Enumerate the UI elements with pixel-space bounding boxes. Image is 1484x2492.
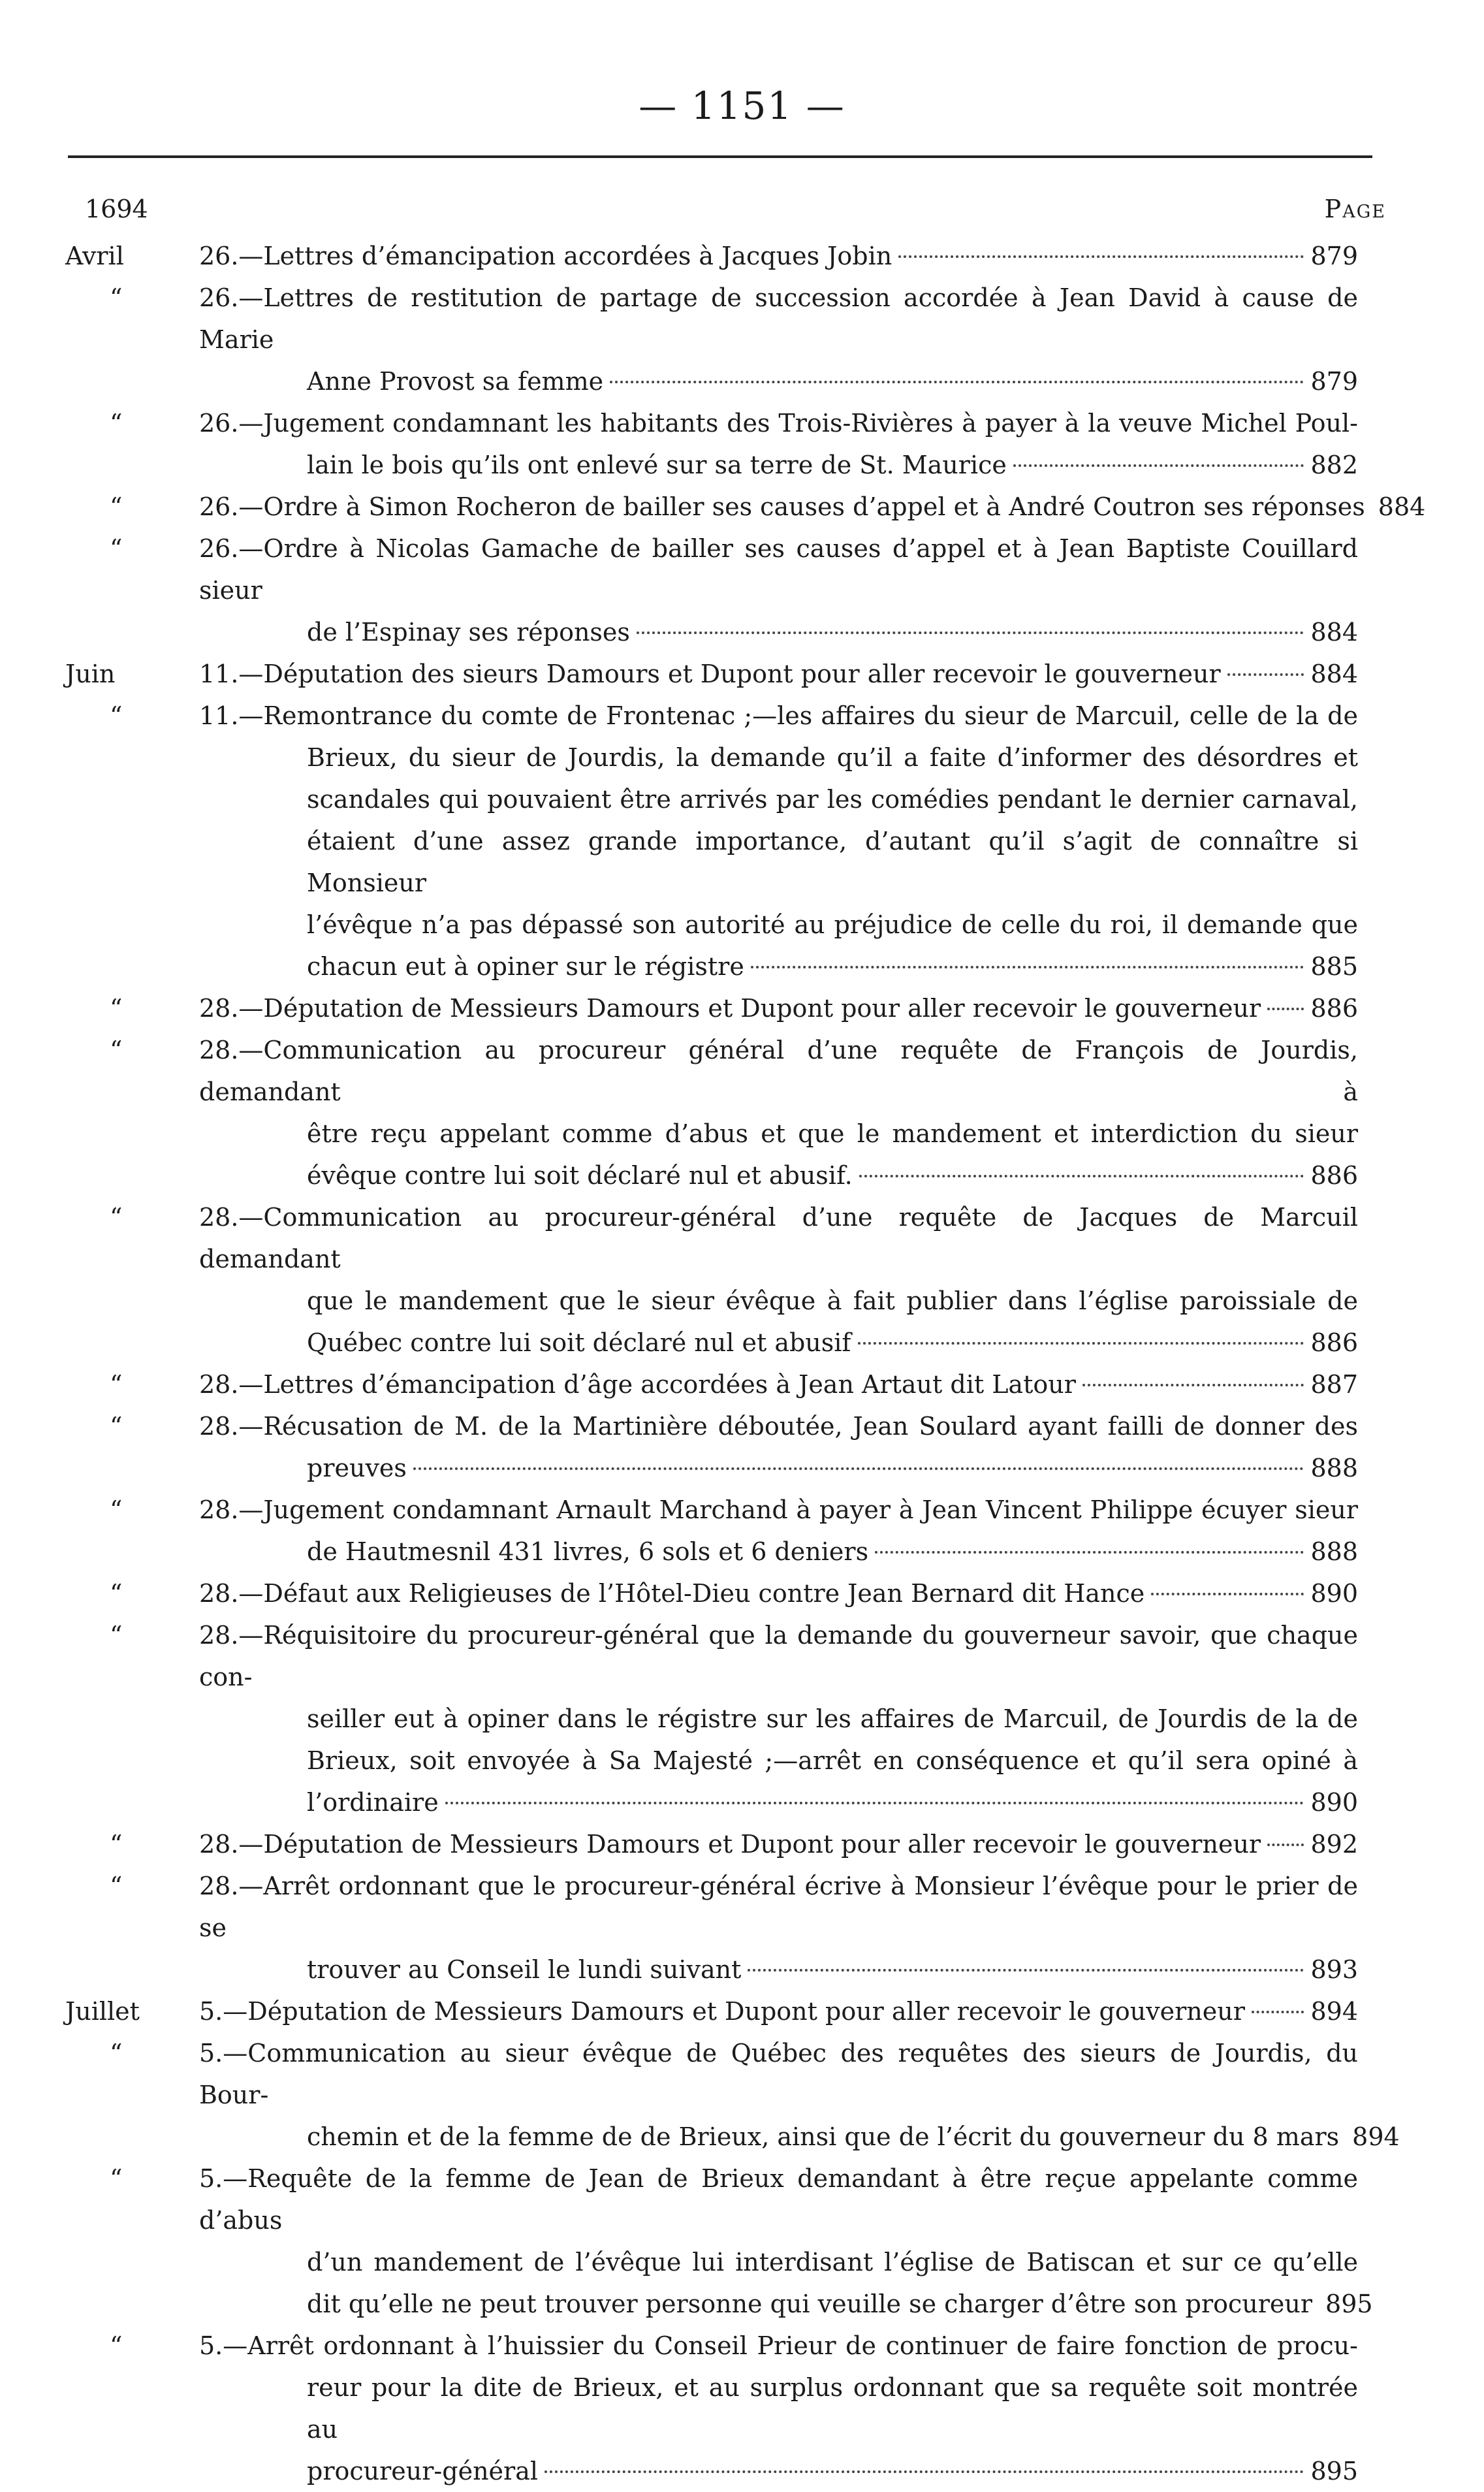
dot-leader (859, 1175, 1304, 1177)
ditto-mark: “ (110, 1579, 123, 1608)
ditto-mark: “ (110, 2164, 123, 2193)
entry-text: 28.—Députation de Messieurs Damours et Dupont pour aller recevoir le gouverneur (199, 1830, 1261, 1859)
entry-text: 28.—Députation de Messieurs Damours et Dupont pour aller recevoir le gouverneur (199, 994, 1261, 1023)
entry-line (199, 1280, 1358, 1322)
entry-text: preuves (307, 1454, 407, 1482)
entry-last-line (199, 2116, 1400, 2158)
dot-leader (898, 255, 1304, 258)
entry-text: 28.—Communication au procureur général d’une requête de François de Jourdis, demandant à (199, 1036, 1358, 1106)
entry-body (199, 2032, 1400, 2158)
ditto-mark: “ (110, 1412, 123, 1441)
index-entry (0, 1865, 1484, 1990)
entry-last-line (199, 1823, 1358, 1865)
page-reference: 887 (1310, 1370, 1358, 1399)
index-entry (0, 653, 1484, 695)
entry-text: 26.—Jugement condamnant les habitants des Trois-Rivières à payer à la veuve Michel Poul- (199, 409, 1358, 438)
index-entry (0, 528, 1484, 653)
entry-text: 5.—Communication au sieur évêque de Québec des requêtes des sieurs de Jourdis, du Bour- (199, 2039, 1358, 2109)
entry-line (199, 1740, 1358, 1781)
page-reference: 884 (1378, 492, 1426, 521)
entry-body (199, 1489, 1358, 1573)
entry-body (199, 1364, 1358, 1405)
index-entry (0, 987, 1484, 1029)
dot-leader (1267, 1844, 1304, 1846)
entry-last-line (199, 1990, 1358, 2032)
entry-last-line (199, 1949, 1358, 1990)
entry-text: procureur-général (307, 2457, 539, 2485)
entry-text: lain le bois qu’ils ont enlevé sur sa terre de St. Maurice (307, 451, 1007, 479)
dot-leader (1227, 673, 1304, 676)
dot-leader (748, 1969, 1304, 1972)
index-entry (0, 1029, 1484, 1196)
entry-last-line (199, 1447, 1358, 1489)
page-reference: 886 (1310, 1328, 1358, 1357)
entry-line (199, 2241, 1358, 2283)
index-entry (0, 1196, 1484, 1364)
page-reference: 890 (1310, 1579, 1358, 1608)
entry-last-line (199, 1155, 1358, 1196)
index-entry (0, 2158, 1484, 2325)
entry-body (199, 1865, 1358, 1990)
entry-body (199, 2325, 1358, 2492)
page-reference: 888 (1310, 1454, 1358, 1482)
dot-leader (637, 631, 1304, 634)
entry-text: 5.—Arrêt ordonnant à l’huissier du Conseil Prieur de continuer de faire fonction de procu- (199, 2331, 1358, 2360)
ditto-mark: “ (110, 2331, 123, 2360)
entry-text: 28.—Jugement condamnant Arnault Marchand à payer à Jean Vincent Philippe écuyer sieur (199, 1495, 1358, 1524)
entry-text: 5.—Requête de la femme de Jean de Brieux demandant à être reçue appelante comme d’abus (199, 2164, 1358, 2235)
dot-leader (751, 966, 1304, 968)
entry-line (199, 904, 1358, 946)
dot-leader (875, 1551, 1304, 1554)
page-reference: 890 (1310, 1788, 1358, 1817)
month-label: Juin (65, 660, 116, 688)
index-entry (0, 1573, 1484, 1614)
page-column-heading: Page (1324, 195, 1386, 223)
ditto-mark: “ (110, 1872, 123, 1900)
entry-last-line (199, 1364, 1358, 1405)
page-reference: 885 (1310, 952, 1358, 981)
entry-line (199, 1029, 1358, 1113)
entry-body (199, 277, 1358, 402)
entry-line (199, 1196, 1358, 1280)
entry-body (199, 987, 1358, 1029)
entry-text: de l’Espinay ses réponses (307, 618, 630, 647)
entry-body (199, 1196, 1358, 1364)
page-reference: 879 (1310, 367, 1358, 396)
index-entry (0, 1614, 1484, 1823)
entry-body (199, 486, 1426, 528)
entry-text: 28.—Récusation de M. de la Martinière déboutée, Jean Soulard ayant failli de donner des (199, 1412, 1358, 1441)
index-entry (0, 2032, 1484, 2158)
entry-text: 28.—Lettres d’émancipation d’âge accordées à Jean Artaut dit Latour (199, 1370, 1076, 1399)
entry-last-line (199, 987, 1358, 1029)
ditto-mark: “ (110, 1495, 123, 1524)
ditto-mark: “ (110, 283, 123, 312)
entry-line (199, 695, 1358, 737)
index-entry (0, 1489, 1484, 1573)
entry-last-line (199, 611, 1358, 653)
entry-body (199, 528, 1358, 653)
entry-body (199, 1573, 1358, 1614)
entry-body (199, 1029, 1358, 1196)
entry-text: scandales qui pouvaient être arrivés par les comédies pendant le dernier carnaval, (307, 785, 1358, 814)
page-number: — 1151 — (639, 84, 845, 128)
entry-last-line (199, 946, 1358, 987)
page-reference: 894 (1352, 2122, 1400, 2151)
page-reference: 886 (1310, 994, 1358, 1023)
entry-text: 28.—Réquisitoire du procureur-général que la demande du gouverneur savoir, que chaque con- (199, 1621, 1358, 1691)
entry-text: 28.—Communication au procureur-général d’une requête de Jacques de Marcuil demandant (199, 1203, 1358, 1273)
entry-last-line (199, 1322, 1358, 1364)
entry-text: 28.—Défaut aux Religieuses de l’Hôtel-Dieu contre Jean Bernard dit Hance (199, 1579, 1145, 1608)
page-reference: 892 (1310, 1830, 1358, 1859)
header-rule (68, 155, 1372, 158)
entry-line (199, 402, 1358, 444)
page-reference: 895 (1325, 2290, 1373, 2318)
index-entry (0, 402, 1484, 486)
dot-leader (1013, 464, 1304, 467)
dot-leader (445, 1802, 1304, 1804)
index-entry (0, 695, 1484, 987)
entry-line (199, 2367, 1358, 2450)
ditto-mark: “ (110, 1203, 123, 1232)
page-reference: 894 (1310, 1997, 1358, 2026)
dot-leader (1082, 1384, 1304, 1386)
entry-text: 11.—Remontrance du comte de Frontenac ;—les affaires du sieur de Marcuil, celle de la de (199, 701, 1358, 730)
entry-line (199, 2032, 1358, 2116)
entry-text: d’un mandement de l’évêque lui interdisant l’église de Batiscan et sur ce qu’elle (307, 2248, 1358, 2276)
index-entry (0, 1823, 1484, 1865)
index-entry (0, 1364, 1484, 1405)
page-reference: 882 (1310, 451, 1358, 479)
entry-body (199, 1614, 1358, 1823)
entry-text: trouver au Conseil le lundi suivant (307, 1955, 742, 1984)
entry-last-line (199, 235, 1358, 277)
dot-leader (413, 1467, 1304, 1470)
entry-last-line (199, 2450, 1358, 2492)
index-entry (0, 486, 1484, 528)
dot-leader (858, 1342, 1304, 1345)
ditto-mark: “ (110, 1830, 123, 1859)
ditto-mark: “ (110, 1036, 123, 1064)
page-reference: 879 (1310, 242, 1358, 270)
entry-line (199, 820, 1358, 904)
entry-text: Québec contre lui soit déclaré nul et abusif (307, 1328, 851, 1357)
entry-body (199, 1823, 1358, 1865)
entry-text: 26.—Lettres d’émancipation accordées à Jacques Jobin (199, 242, 892, 270)
entry-text: chacun eut à opiner sur le régistre (307, 952, 744, 981)
entry-body (199, 653, 1358, 695)
month-label: Juillet (65, 1997, 140, 2026)
entry-line (199, 277, 1358, 360)
entry-text: évêque contre lui soit déclaré nul et abusif. (307, 1161, 853, 1190)
entry-line (199, 778, 1358, 820)
ditto-mark: “ (110, 1621, 123, 1650)
page-reference: 893 (1310, 1955, 1358, 1984)
entry-text: 11.—Députation des sieurs Damours et Dupont pour aller recevoir le gouverneur (199, 660, 1221, 688)
entry-line (199, 1698, 1358, 1740)
entry-body (199, 695, 1358, 987)
entry-body (199, 402, 1358, 486)
month-label: Avril (65, 242, 124, 270)
entry-body (199, 1990, 1358, 2032)
ditto-mark: “ (110, 409, 123, 438)
entry-text: 28.—Arrêt ordonnant que le procureur-général écrive à Monsieur l’évêque pour le prier de se (199, 1872, 1358, 1942)
entry-text: 26.—Ordre à Simon Rocheron de bailler ses causes d’appel et à André Coutron ses réponses (199, 492, 1365, 521)
entry-text: reur pour la dite de Brieux, et au surplus ordonnant que sa requête soit montrée au (307, 2373, 1358, 2444)
page-reference: 884 (1310, 660, 1358, 688)
ditto-mark: “ (110, 534, 123, 563)
ditto-mark: “ (110, 492, 123, 521)
entry-last-line (199, 2283, 1373, 2325)
entry-text: Brieux, du sieur de Jourdis, la demande qu’il a faite d’informer des désordres et (307, 743, 1358, 772)
entry-text: que le mandement que le sieur évêque à fait publier dans l’église paroissiale de (307, 1286, 1358, 1315)
page-reference: 886 (1310, 1161, 1358, 1190)
index-entry (0, 1990, 1484, 2032)
entry-text: de Hautmesnil 431 livres, 6 sols et 6 deniers (307, 1537, 869, 1566)
entry-line (199, 1865, 1358, 1949)
entry-text: étaient d’une assez grande importance, d’autant qu’il s’agit de connaître si Monsieur (307, 827, 1358, 897)
entry-text: seiller eut à opiner dans le régistre sur les affaires de Marcuil, de Jourdis de la de (307, 1704, 1358, 1733)
entry-text: 5.—Députation de Messieurs Damours et Dupont pour aller recevoir le gouverneur (199, 1997, 1245, 2026)
entry-line (199, 1405, 1358, 1447)
entry-text: être reçu appelant comme d’abus et que le mandement et interdiction du sieur (307, 1119, 1358, 1148)
entry-text: dit qu’elle ne peut trouver personne qui veuille se charger d’être son procureur (307, 2290, 1313, 2318)
entry-last-line (199, 486, 1426, 528)
entry-line (199, 2325, 1358, 2367)
entry-list (0, 235, 1484, 2492)
entry-text: Brieux, soit envoyée à Sa Majesté ;—arrêt en conséquence et qu’il sera opiné à (307, 1746, 1358, 1775)
entry-last-line (199, 1573, 1358, 1614)
entry-last-line (199, 1531, 1358, 1573)
index-entry (0, 277, 1484, 402)
ditto-mark: “ (110, 1370, 123, 1399)
entry-line (199, 737, 1358, 778)
dot-leader (1267, 1008, 1304, 1010)
entry-text: 26.—Lettres de restitution de partage de succession accordée à Jean David à cause de Marie (199, 283, 1358, 354)
entry-body (199, 235, 1358, 277)
index-entry (0, 1405, 1484, 1489)
entry-text: Anne Provost sa femme (307, 367, 604, 396)
entry-last-line (199, 653, 1358, 695)
ditto-mark: “ (110, 701, 123, 730)
dot-leader (1151, 1593, 1304, 1595)
entry-body (199, 1405, 1358, 1489)
entry-body (199, 2158, 1373, 2325)
entry-line (199, 528, 1358, 611)
entry-line (199, 1489, 1358, 1531)
entry-text: chemin et de la femme de de Brieux, ainsi que de l’écrit du gouverneur du 8 mars (307, 2122, 1340, 2151)
year-heading: 1694 (85, 195, 148, 223)
entry-line (199, 1614, 1358, 1698)
page-reference: 884 (1310, 618, 1358, 647)
ditto-mark: “ (110, 994, 123, 1023)
index-entry (0, 2325, 1484, 2492)
entry-last-line (199, 1781, 1358, 1823)
entry-text: l’ordinaire (307, 1788, 439, 1817)
index-entry (0, 235, 1484, 277)
page-reference: 888 (1310, 1537, 1358, 1566)
entry-last-line (199, 360, 1358, 402)
page-reference: 895 (1310, 2457, 1358, 2485)
entry-text: 26.—Ordre à Nicolas Gamache de bailler ses causes d’appel et à Jean Baptiste Couillard sieur (199, 534, 1358, 605)
dot-leader (610, 381, 1304, 383)
ditto-mark: “ (110, 2039, 123, 2068)
entry-last-line (199, 444, 1358, 486)
entry-line (199, 2158, 1358, 2241)
entry-line (199, 1113, 1358, 1155)
dot-leader (545, 2470, 1304, 2473)
dot-leader (1252, 2011, 1304, 2013)
entry-text: l’évêque n’a pas dépassé son autorité au préjudice de celle du roi, il demande que (307, 910, 1358, 939)
